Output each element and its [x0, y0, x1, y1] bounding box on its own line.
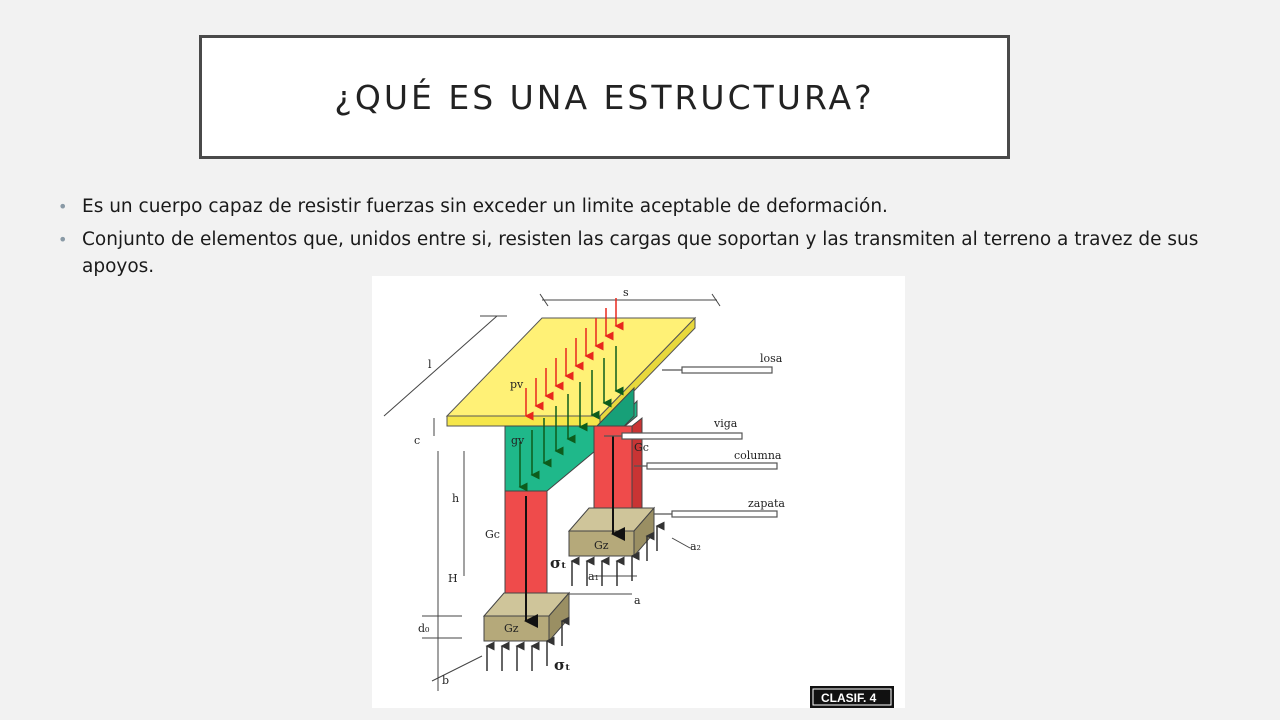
- label-s: s: [623, 286, 629, 299]
- label-sigma-top: σₜ: [550, 554, 567, 572]
- label-sigma-bottom: σₜ: [554, 656, 571, 674]
- label-gz-right: Gz: [594, 539, 609, 552]
- label-gc-left: Gc: [485, 528, 500, 541]
- bullet-dot: •: [58, 197, 68, 216]
- label-a: a: [634, 594, 641, 607]
- label-gv: gv: [511, 434, 525, 447]
- label-losa: losa: [760, 352, 783, 365]
- label-l: l: [428, 358, 432, 371]
- label-gc-right: Gc: [634, 441, 649, 454]
- bullet-list: [58, 193, 1228, 286]
- label-gz-left: Gz: [504, 622, 519, 635]
- label-columna: columna: [734, 449, 782, 462]
- label-a2: a₂: [690, 540, 701, 553]
- bullet-text: Conjunto de elementos que, unidos entre si, resisten las cargas que soportan y las transmiten al terreno a travez de sus apoyos.: [82, 229, 1199, 277]
- label-a1: a₁: [588, 570, 599, 583]
- bullet-item: [58, 193, 1228, 220]
- slab-edge: [447, 416, 600, 426]
- label-viga: viga: [714, 417, 738, 430]
- structure-diagram-svg: [372, 276, 905, 708]
- label-H: H: [448, 572, 458, 585]
- label-b: b: [442, 674, 450, 687]
- label-pv: pv: [510, 378, 524, 391]
- title-box: [199, 35, 1010, 159]
- label-zapata: zapata: [748, 497, 785, 510]
- structure-diagram: [372, 276, 905, 708]
- label-d0: d₀: [418, 622, 430, 635]
- bullet-dot: •: [58, 230, 68, 249]
- clasif-badge-text: CLASIF. 4: [821, 691, 877, 705]
- label-h: h: [452, 492, 460, 505]
- page-title: ¿QUÉ ES UNA ESTRUCTURA?: [334, 77, 875, 117]
- label-c: c: [414, 434, 421, 447]
- bullet-item: [58, 226, 1228, 280]
- bullet-text: Es un cuerpo capaz de resistir fuerzas sin exceder un limite aceptable de deformación.: [82, 196, 888, 217]
